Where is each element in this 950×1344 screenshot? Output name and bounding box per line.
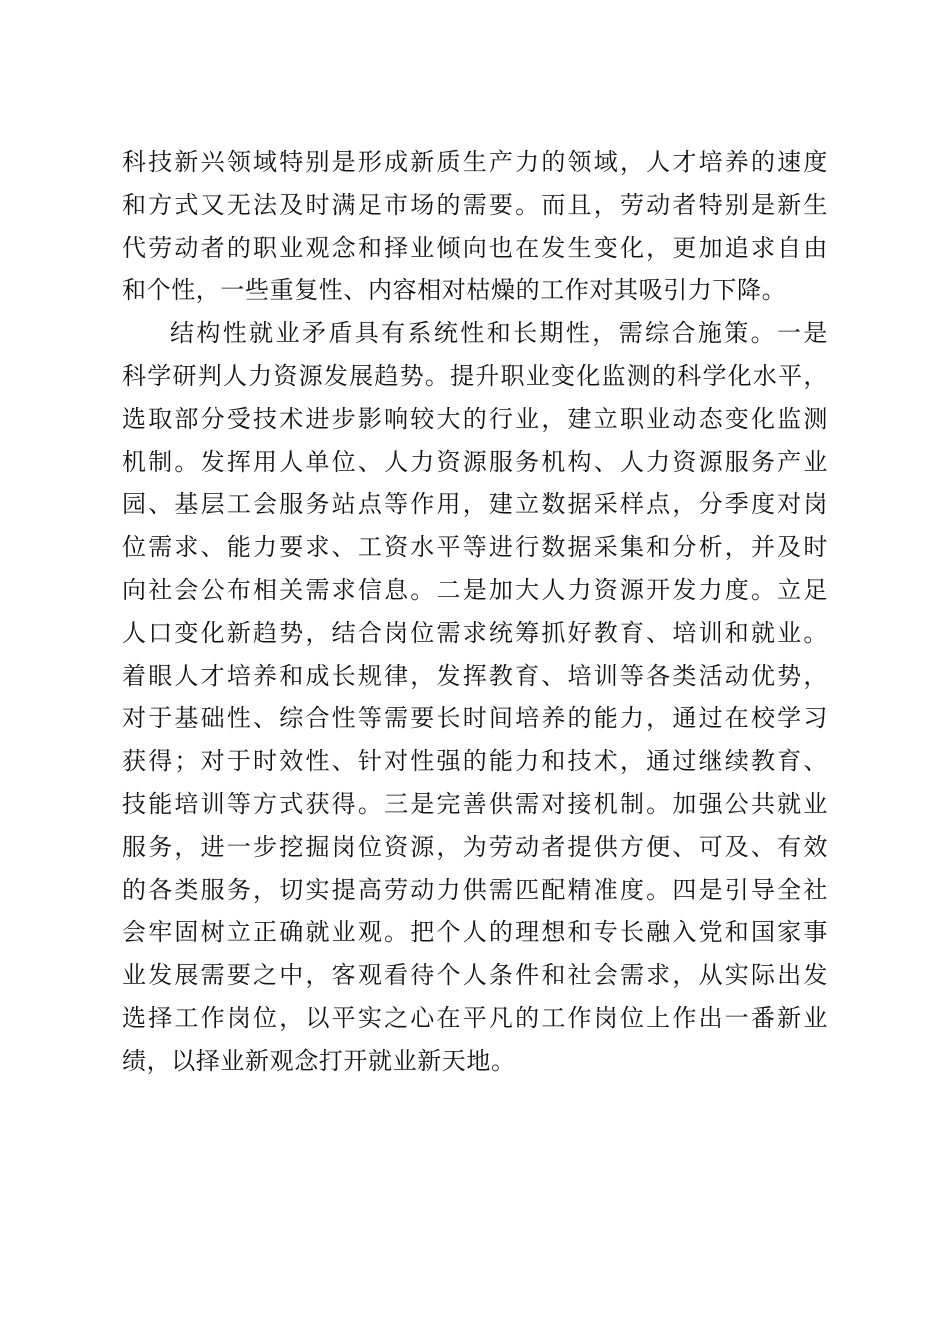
text-line: 技能培训等方式获得。三是完善供需对接机制。加强公共就业: [122, 789, 828, 818]
text-line: 机制。发挥用人单位、人力资源服务机构、人力资源服务产业: [122, 447, 828, 476]
text-line: 业发展需要之中，客观看待个人条件和社会需求，从实际出发: [122, 961, 828, 990]
paragraph-1: [122, 141, 828, 312]
text-line: 科学研判人力资源发展趋势。提升职业变化监测的科学化水平，: [122, 361, 828, 390]
text-line: 对于基础性、综合性等需要长时间培养的能力，通过在校学习: [122, 704, 828, 733]
text-line: 代劳动者的职业观念和择业倾向也在发生变化，更加追求自由: [122, 233, 828, 262]
body-text: [122, 141, 828, 1083]
text-line: 位需求、能力要求、工资水平等进行数据采集和分析，并及时: [122, 533, 828, 562]
text-line: 会牢固树立正确就业观。把个人的理想和专长融入党和国家事: [122, 918, 828, 947]
text-line: 着眼人才培养和成长规律，发挥教育、培训等各类活动优势，: [122, 661, 828, 690]
text-line: 服务，进一步挖掘岗位资源，为劳动者提供方便、可及、有效: [122, 832, 828, 861]
text-line: 结构性就业矛盾具有系统性和长期性，需综合施策。一是: [170, 319, 828, 348]
text-line: 获得；对于时效性、针对性强的能力和技术，通过继续教育、: [122, 747, 828, 776]
text-line: 的各类服务，切实提高劳动力供需匹配精准度。四是引导全社: [122, 875, 828, 904]
text-line: 和个性，一些重复性、内容相对枯燥的工作对其吸引力下降。: [122, 276, 787, 305]
text-line: 选取部分受技术进步影响较大的行业，建立职业动态变化监测: [122, 404, 828, 433]
text-line: 科技新兴领域特别是形成新质生产力的领域，人才培养的速度: [122, 148, 828, 176]
text-line: 园、基层工会服务站点等作用，建立数据采样点，分季度对岗: [122, 490, 828, 519]
text-line: 绩，以择业新观念打开就业新天地。: [122, 1046, 516, 1075]
text-line: 向社会公布相关需求信息。二是加大人力资源开发力度。立足: [122, 575, 828, 604]
paragraph-2: [122, 312, 828, 1082]
text-line: 人口变化新趋势，结合岗位需求统筹抓好教育、培训和就业。: [122, 618, 828, 647]
text-line: 和方式又无法及时满足市场的需要。而且，劳动者特别是新生: [122, 190, 828, 219]
text-line: 选择工作岗位，以平实之心在平凡的工作岗位上作出一番新业: [122, 1003, 828, 1032]
